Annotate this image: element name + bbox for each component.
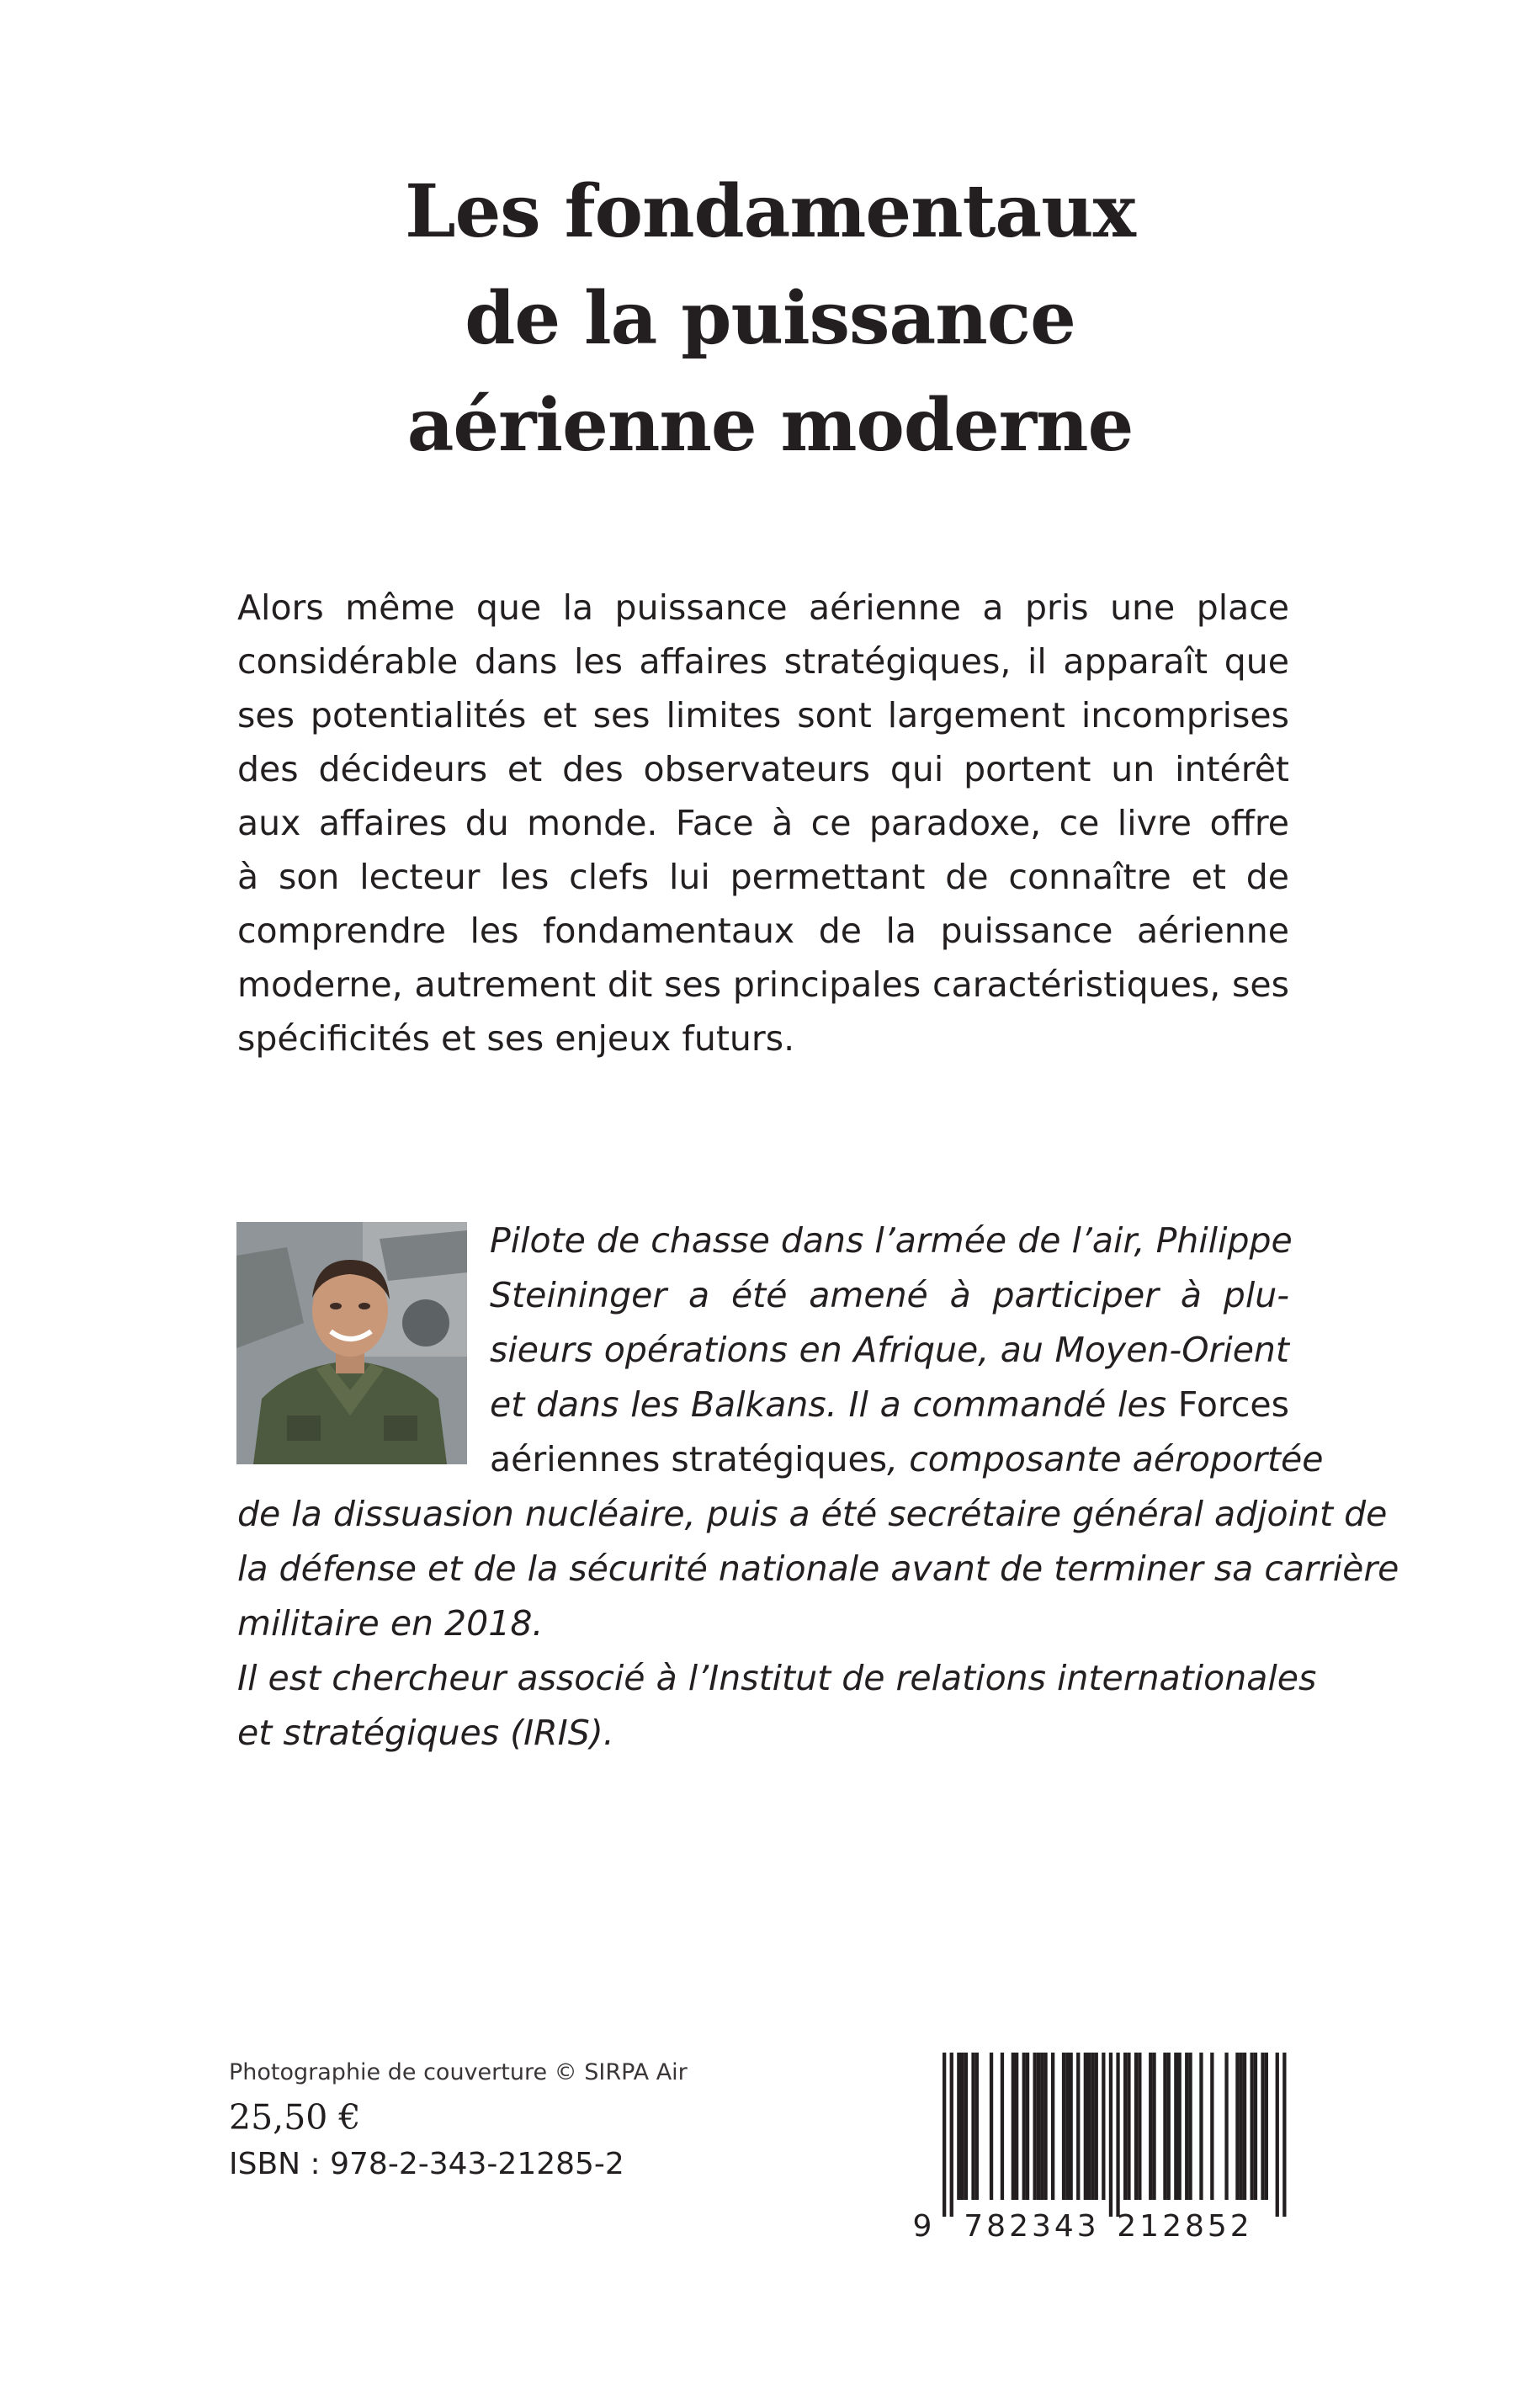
barcode-bar: [1254, 2053, 1257, 2200]
barcode-bar: [975, 2053, 979, 2200]
barcode-bar: [1012, 2053, 1015, 2200]
barcode-bar: [964, 2053, 968, 2200]
barcode-digits-right: 212852: [1117, 2209, 1253, 2243]
barcode-bar: [1051, 2053, 1054, 2200]
bio-text: et dans les Balkans. Il a commandé les: [490, 1384, 1178, 1425]
barcode-bar: [1127, 2053, 1130, 2200]
barcode-bar: [1138, 2053, 1141, 2200]
barcode-bar: [1240, 2053, 1243, 2200]
barcode-bar: [950, 2053, 953, 2217]
barcode-bar: [1265, 2053, 1268, 2200]
title-line-3: aérienne moderne: [406, 383, 1134, 468]
barcode-bar: [1282, 2053, 1286, 2217]
barcode-bar: [1040, 2053, 1043, 2200]
barcode-bar: [1276, 2053, 1279, 2217]
barcode-bar: [1087, 2053, 1091, 2200]
bio-upright-text: aériennes stratégiques: [490, 1439, 888, 1479]
bio-line: [237, 1432, 1324, 1487]
summary-line: Alors même que la puissance aérienne a pris une place: [237, 587, 1289, 628]
summary-line: ses potentialités et ses limites sont largement incomprises: [237, 695, 1289, 736]
barcode-bar: [1001, 2053, 1004, 2200]
bio-upright-text: Forces: [1177, 1384, 1289, 1425]
barcode-bar: [1185, 2053, 1188, 2200]
bio-line: la défense et de la sécurité nationale avant de terminer sa carrière: [237, 1548, 1399, 1589]
barcode-bar: [1251, 2053, 1254, 2200]
title-line-2: de la puissance: [465, 276, 1075, 361]
barcode-bar: [1015, 2053, 1018, 2200]
barcode-bar: [1134, 2053, 1138, 2200]
barcode-digit-lead: 9: [912, 2209, 932, 2243]
barcode-bar: [1037, 2053, 1040, 2200]
barcode-bar: [1065, 2053, 1069, 2200]
barcode-bar: [1095, 2053, 1098, 2200]
summary-line: à son lecteur les clefs lui permettant de connaître et de: [237, 857, 1289, 897]
summary-line: des décideurs et des observateurs qui portent un intérêt: [237, 749, 1289, 789]
summary-line: moderne, autrement dit ses principales caractéristiques, ses: [237, 964, 1289, 1005]
barcode-bar: [1243, 2053, 1246, 2200]
price: 25,50 €: [229, 2097, 361, 2138]
barcode-bar: [1235, 2053, 1239, 2200]
barcode-bar: [1199, 2053, 1203, 2200]
barcode-bar: [971, 2053, 974, 2200]
barcode-bar: [1091, 2053, 1094, 2200]
barcode-bar: [1174, 2053, 1177, 2200]
barcode-bar: [1033, 2053, 1037, 2200]
summary-line: spécificités et ses enjeux futurs.: [237, 1018, 795, 1059]
barcode-bars: [943, 2053, 1287, 2217]
barcode-bar: [1116, 2053, 1119, 2217]
bio-line: militaire en 2018.: [237, 1603, 544, 1644]
book-summary: [237, 581, 1289, 1065]
barcode-bar: [1261, 2053, 1264, 2200]
barcode-bar: [1163, 2053, 1166, 2200]
barcode-digits-left: 782343: [964, 2209, 1100, 2243]
bio-line: Pilote de chasse dans l’armée de l’air, Philippe: [490, 1220, 1293, 1261]
barcode-bar: [1210, 2053, 1213, 2200]
barcode-bar: [1167, 2053, 1171, 2200]
bio-line: [237, 1378, 1289, 1432]
summary-line: comprendre les fondamentaux de la puissance aérienne: [237, 911, 1289, 951]
barcode-bar: [1102, 2053, 1105, 2200]
summary-line: considérable dans les affaires stratégiques, il apparaît que: [237, 641, 1289, 682]
barcode-bar: [1076, 2053, 1080, 2200]
barcode-bar: [1109, 2053, 1113, 2217]
barcode-bar: [1070, 2053, 1073, 2200]
bio-line: Steininger a été amené à participer à plu-: [490, 1275, 1289, 1315]
barcode-bar: [1123, 2053, 1127, 2200]
barcode-bar: [1062, 2053, 1065, 2200]
barcode-bar: [1084, 2053, 1087, 2200]
photo-credit: Photographie de couverture © SIRPA Air: [229, 2059, 688, 2085]
isbn: ISBN : 978-2-343-21285-2: [229, 2147, 624, 2181]
bio-line: de la dissuasion nucléaire, puis a été secrétaire général adjoint de: [237, 1494, 1388, 1534]
barcode-bar: [943, 2053, 946, 2217]
barcode-bar: [1188, 2053, 1192, 2200]
barcode-bar: [1026, 2053, 1029, 2200]
bio-line: Il est chercheur associé à l’Institut de relations internationales: [237, 1658, 1317, 1698]
barcode-bar: [957, 2053, 960, 2200]
barcode-bar: [1152, 2053, 1155, 2200]
barcode-bar: [961, 2053, 964, 2200]
ean13-barcode-icon: [909, 2049, 1296, 2243]
book-title: [252, 158, 1288, 479]
bio-line: et stratégiques (IRIS).: [237, 1713, 614, 1753]
bio-text: , composante aéroportée: [887, 1439, 1324, 1479]
summary-line: aux affaires du monde. Face à ce paradoxe, ce livre offre: [237, 803, 1289, 843]
barcode-bar: [1043, 2053, 1047, 2200]
barcode-bar: [1224, 2053, 1228, 2200]
barcode-bar: [1149, 2053, 1152, 2200]
barcode-bar: [1022, 2053, 1026, 2200]
bio-line: sieurs opérations en Afrique, au Moyen-Orient: [490, 1330, 1289, 1370]
barcode-bar: [990, 2053, 993, 2200]
author-bio: [237, 1214, 1399, 1761]
title-line-1: Les fondamentaux: [405, 169, 1135, 254]
barcode-bar: [1178, 2053, 1182, 2200]
